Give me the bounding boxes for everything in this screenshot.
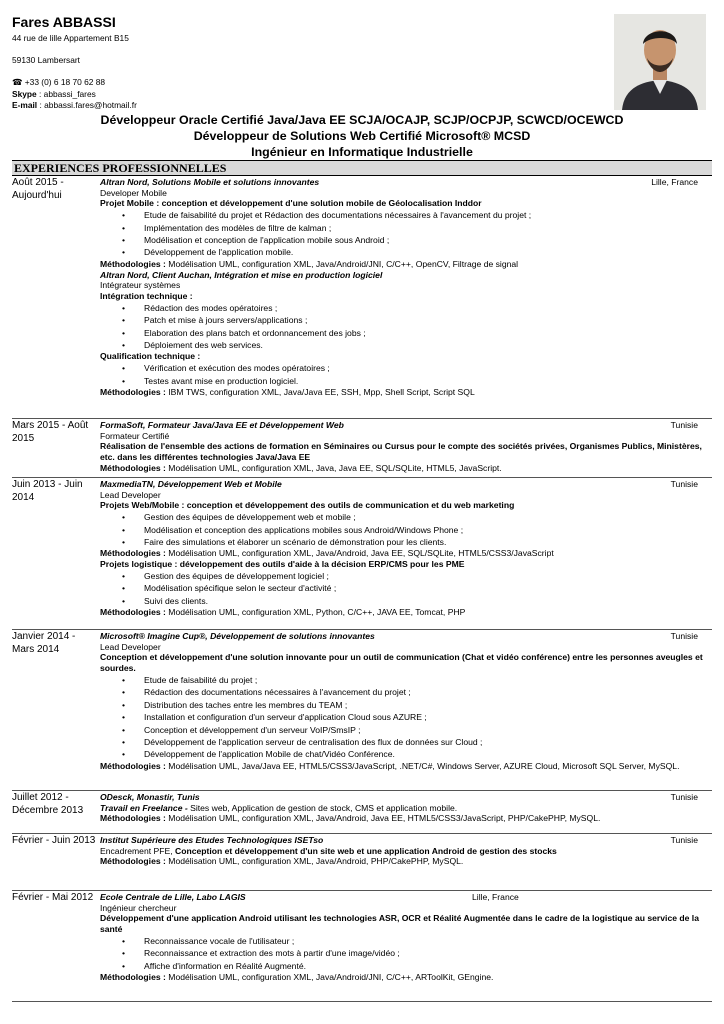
list-item: • Installation et configuration d'un serveur d'application Cloud sous AZURE ; xyxy=(144,711,712,723)
list-item: • Développement de l'application mobile. xyxy=(144,246,712,258)
methods-line: Méthodologies : Modélisation UML, configuration XML, Java/Android/JNI, C/C++, ARToolKit, GEngine. xyxy=(100,972,494,983)
methods-line: Méthodologies : Modélisation UML, configuration XML, Java, Java EE, SQL/SQLite, HTML5, JavaScript. xyxy=(100,462,502,473)
experience-entry-formasoft xyxy=(12,419,712,478)
title-block xyxy=(0,112,724,160)
methods-line: Méthodologies : IBM TWS, configuration XML, Java/Java EE, SSH, Mpp, Shell Script, Script SQL xyxy=(100,386,475,397)
task-list xyxy=(100,209,712,259)
list-item: • Développement de l'application Mobile de chat/Vidéo Conférence. xyxy=(144,748,712,760)
list-item: • Gestion des équipes de développement web et mobile ; xyxy=(144,511,712,523)
methods-line: Méthodologies : Modélisation UML, configuration XML, Java/Android, PHP/CakePHP, MySQL. xyxy=(100,856,464,867)
job-role: Intégrateur systèmes xyxy=(100,280,181,291)
task-list xyxy=(100,362,712,387)
section-title: EXPERIENCES PROFESSIONNELLES xyxy=(14,161,227,175)
location: Lille, France xyxy=(651,177,698,187)
task-list xyxy=(100,302,712,352)
address-line-2: 59130 Lambersart xyxy=(12,55,80,66)
company-name: Altran Nord, Solutions Mobile et solutions innovantes xyxy=(100,177,320,187)
job-role: Formateur Certifié xyxy=(100,430,170,441)
experience-date: Mars 2015 - Août 2015 xyxy=(12,420,89,444)
list-item: • Déploiement des web services. xyxy=(144,339,712,351)
list-item: • Rédaction des documentations nécessaires à l'avancement du projet ; xyxy=(144,686,712,698)
email-line: E-mail : abbassi.fares@hotmail.fr xyxy=(12,99,137,110)
list-item: • Suivi des clients. xyxy=(144,595,712,607)
task-list xyxy=(100,674,712,761)
title-java: Développeur Oracle Certifié Java/Java EE SCJA/OCAJP, SCJP/OCPJP, SCWCD/OCEWCD xyxy=(100,113,624,127)
title-engineer: Ingénieur en Informatique Industrielle xyxy=(251,145,473,159)
company-name: ODesck, Monastir, Tunis xyxy=(100,792,200,802)
freelance-line: Travail en Freelance - Sites web, Application de gestion de stock, CMS et application mobile. xyxy=(100,802,458,813)
phone-number: +33 (0) 6 18 70 62 88 xyxy=(24,77,106,88)
list-item: • Développement de l'application serveur de centralisation des flux de données sur Cloud ; xyxy=(144,736,712,748)
list-item: • Distribution des taches entre les membres du TEAM ; xyxy=(144,699,712,711)
client-line: Altran Nord, Client Auchan, Intégration et mise en production logiciel xyxy=(100,269,383,280)
list-item: • Elaboration des plans batch et ordonnancement des jobs ; xyxy=(144,327,712,339)
title-microsoft: Développeur de Solutions Web Certifié Microsoft® MCSD xyxy=(193,129,531,143)
location: Tunisie xyxy=(670,631,698,641)
supervision-line: Encadrement PFE, Conception et développement d'un site web et une application Android de gestion des stocks xyxy=(100,845,557,856)
experience-date: Août 2015 - Aujourd'hui xyxy=(12,177,64,201)
location: Tunisie xyxy=(670,835,698,845)
job-role: Developer Mobile xyxy=(100,187,167,198)
list-item: • Etude de faisabilité du projet et Rédaction des documentations nécessaires à l'avancement du projet ; xyxy=(144,209,712,221)
methods-line: Méthodologies : Modélisation UML, configuration XML, Python, C/C++, JAVA EE, Tomcat, PHP xyxy=(100,607,466,618)
list-item: • Reconnaissance et extraction des mots à partir d'une image/vidéo ; xyxy=(144,947,712,959)
phone-icon: ☎ xyxy=(12,77,23,88)
list-item: • Rédaction des modes opératoires ; xyxy=(144,302,712,314)
section-header xyxy=(12,160,712,176)
experience-entry-centrale-lille xyxy=(12,891,712,1002)
description: Conception et développement d'une solution innovante pour un outil de communication (Chat et vidéo conférence) entre les personnes aveugles et sourdes. xyxy=(100,652,703,674)
project-line: Projets logistique : développement des outils d'aide à la décision ERP/CMS pour les PME xyxy=(100,559,465,570)
experience-entry-maxmedia xyxy=(12,478,712,630)
experience-entry-odesk xyxy=(12,791,712,834)
email-label: E-mail xyxy=(12,99,38,110)
candidate-name: Fares ABBASSI xyxy=(12,14,116,30)
job-role: Lead Developer xyxy=(100,641,161,652)
contact-block xyxy=(12,33,137,111)
skype-line: Skype : abbassi_fares xyxy=(12,88,96,99)
methods-line: Méthodologies : Modélisation UML, configuration XML, Java/Android, Java EE, SQL/SQLite, HTML5/CSS3/JavaScript xyxy=(100,548,554,559)
email-address: abbassi.fares@hotmail.fr xyxy=(44,99,137,110)
methods-line: Méthodologies : Modélisation UML, Java/Java EE, HTML5/CSS3/JavaScript, .NET/C#, Windows Server, AZURE Cloud, Microsoft SQL Server, MySQL. xyxy=(100,760,680,771)
list-item: • Etude de faisabilité du projet ; xyxy=(144,674,712,686)
experience-date: Juillet 2012 - Décembre 2013 xyxy=(12,792,84,816)
job-role: Ingénieur chercheur xyxy=(100,902,177,913)
experience-list xyxy=(12,176,712,1002)
list-item: • Conception et développement d'un serveur VoIP/SmsIP ; xyxy=(144,724,712,736)
location: Tunisie xyxy=(670,479,698,489)
company-name: FormaSoft, Formateur Java/Java EE et Développement Web xyxy=(100,420,344,430)
list-item: • Testes avant mise en production logiciel. xyxy=(144,375,712,387)
qualification-label: Qualification technique : xyxy=(100,351,201,362)
phone-line xyxy=(12,77,137,88)
task-list xyxy=(100,570,712,607)
list-item: • Affiche d'information en Réalité Augmenté. xyxy=(144,960,712,972)
location: Tunisie xyxy=(670,420,698,430)
project-line: Projet Mobile : conception et développement d'une solution mobile de Géolocalisation Inddor xyxy=(100,198,482,209)
experience-entry-altran xyxy=(12,176,712,419)
list-item: • Gestion des équipes de développement logiciel ; xyxy=(144,570,712,582)
experience-date: Février - Mai 2012 xyxy=(12,892,94,903)
location: Tunisie xyxy=(670,792,698,802)
profile-photo xyxy=(614,14,706,110)
location: Lille, France xyxy=(472,892,519,902)
experience-entry-iset xyxy=(12,834,712,891)
list-item: • Faire des simulations et élaborer un scénario de démonstration pour les clients. xyxy=(144,536,712,548)
methods-line: Méthodologies : Modélisation UML, configuration XML, Java/Android, Java EE, HTML5/CSS3/JavaScript, PHP/CakePHP, MySQL. xyxy=(100,813,601,824)
list-item: • Reconnaissance vocale de l'utilisateur ; xyxy=(144,935,712,947)
job-role: Lead Developer xyxy=(100,489,161,500)
experience-entry-imagine-cup xyxy=(12,630,712,791)
list-item: • Implémentation des modèles de filtre de kalman ; xyxy=(144,222,712,234)
list-item: • Modélisation et conception de l'application mobile sous Android ; xyxy=(144,234,712,246)
integration-label: Intégration technique : xyxy=(100,291,193,302)
skype-label: Skype xyxy=(12,88,37,99)
description: Réalisation de l'ensemble des actions de formation en Séminaires ou Cursus pour le compte des sociétés privées, Organismes Publics, Ministères, etc. dans les différentes technologies Java/Java EE xyxy=(100,441,702,463)
description: Développement d'une application Android utilisant les technologies ASR, OCR et Réalité Augmentée dans le cadre de la logistique au service de la santé xyxy=(100,913,699,935)
skype-id: abbassi_fares xyxy=(43,88,96,99)
list-item: • Modélisation et conception des applications mobiles sous Android/Windows Phone ; xyxy=(144,524,712,536)
list-item: • Modélisation spécifique selon le secteur d'activité ; xyxy=(144,582,712,594)
experience-date: Janvier 2014 - Mars 2014 xyxy=(12,631,76,655)
company-name: MaxmediaTN, Développement Web et Mobile xyxy=(100,479,282,489)
address-line-1: 44 rue de lille Appartement B15 xyxy=(12,33,129,43)
company-name: Microsoft® Imagine Cup®, Développement de solutions innovantes xyxy=(100,631,375,641)
task-list xyxy=(100,935,712,972)
task-list xyxy=(100,511,712,548)
list-item: • Patch et mise à jours servers/applications ; xyxy=(144,314,712,326)
experience-date: Février - Juin 2013 xyxy=(12,835,96,846)
project-line: Projets Web/Mobile : conception et développement des outils de communication et du web marketing xyxy=(100,500,515,511)
company-name: Ecole Centrale de Lille, Labo LAGIS xyxy=(100,892,246,902)
experience-date: Juin 2013 - Juin 2014 xyxy=(12,479,83,503)
list-item: • Vérification et exécution des modes opératoires ; xyxy=(144,362,712,374)
methods-line: Méthodologies : Modélisation UML, configuration XML, Java/Android/JNI, C/C++, OpenCV, Filtrage de signal xyxy=(100,258,519,269)
company-name: Institut Supérieure des Etudes Technologiques ISETso xyxy=(100,835,324,845)
